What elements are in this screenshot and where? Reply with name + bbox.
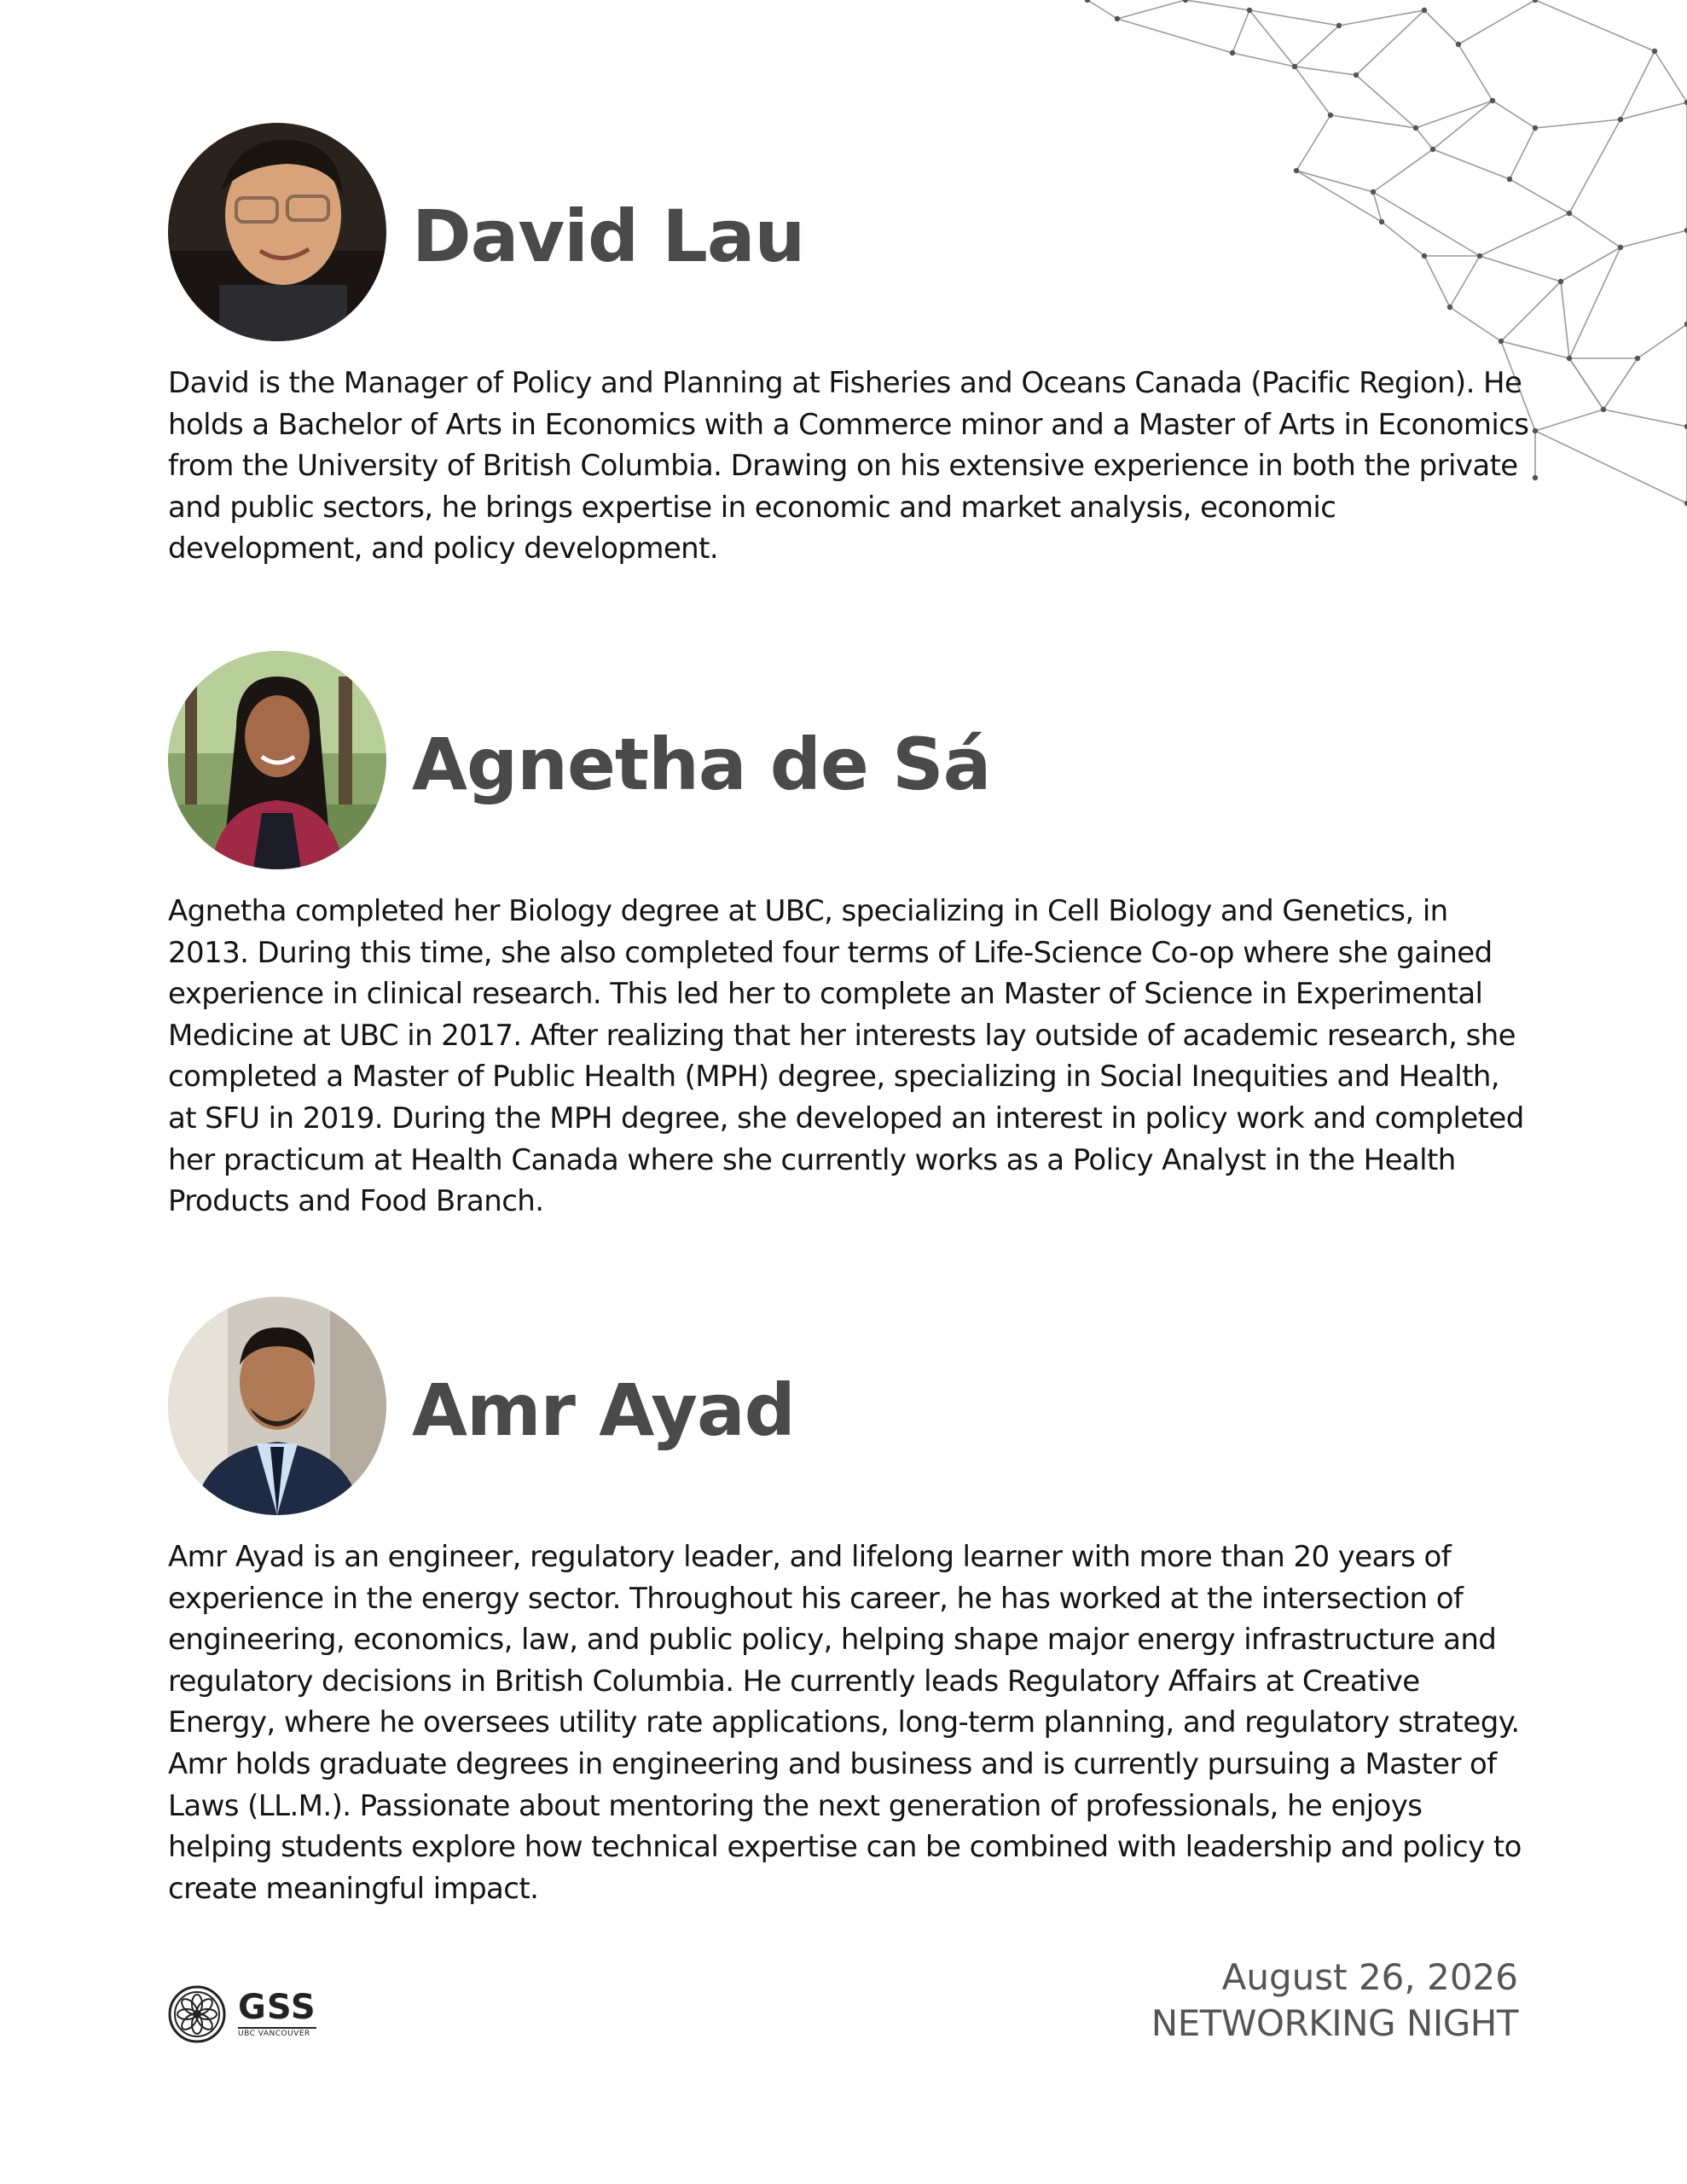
speaker-name: Agnetha de Sá xyxy=(412,723,991,806)
speaker-bio: Agnetha completed her Biology degree at UBC, specializing in Cell Biology and Genetics, in 2013. During this time, she also completed four terms of Life-Science Co-op where she gained experience in clinical research. This led her to complete an Master of Science in Experimental Medicine at UBC in 2017. After realizing that her interests lay outside of academic research, she completed a Master of Public Health (MPH) degree, specializing in Social Inequities and Health, at SFU in 2019. During the MPH degree, she developed an interest in policy work and completed her practicum at Health Canada where she currently works as a Policy Analyst in the Health Products and Food Branch. xyxy=(168,894,1524,1219)
logo-title: GSS xyxy=(238,1988,316,2027)
speaker-photo xyxy=(168,123,386,341)
speaker-name: David Lau xyxy=(412,195,805,278)
event-info xyxy=(1151,1954,1518,2046)
logo-subtitle: UBC VANCOUVER xyxy=(238,2030,310,2038)
speaker-header xyxy=(168,650,1533,870)
speaker-name: Amr Ayad xyxy=(412,1368,795,1452)
speaker-bio: Amr Ayad is an engineer, regulatory leader, and lifelong learner with more than 20 years of experience in the energy sector. Throughout his career, he has worked at the intersection of engineering, economics, law, and public policy, helping shape major energy infrastructure and regulatory decisions in British Columbia. He currently leads Regulatory Affairs at Creative Energy, where he oversees utility rate applications, long-term planning, and regulatory strategy. Amr holds graduate degrees in engineering and business and is currently pursuing a Master of Laws (LL.M.). Passionate about mentoring the next generation of professionals, he enjoys helping students explore how technical expertise can be combined with leadership and policy to create meaningful impact. xyxy=(168,1540,1522,1906)
gss-logo xyxy=(168,1985,316,2043)
event-date: August 26, 2026 xyxy=(1221,1956,1518,1998)
speaker-photo xyxy=(168,651,386,869)
event-title: NETWORKING NIGHT xyxy=(1151,2002,1518,2044)
speaker-bio: David is the Manager of Policy and Planning at Fisheries and Oceans Canada (Pacific Region). He holds a Bachelor of Arts in Economics with a Commerce minor and a Master of Arts in Economics from the University of British Columbia. Drawing on his extensive experience in both the private and public sectors, he brings expertise in economic and market analysis, economic development, and policy development. xyxy=(168,366,1529,566)
speaker-card xyxy=(168,1296,1533,1909)
speaker-header xyxy=(168,1296,1533,1516)
speaker-header xyxy=(168,122,1533,342)
speaker-card xyxy=(168,650,1533,1223)
logo-text xyxy=(238,1990,316,2038)
speaker-card xyxy=(168,122,1533,570)
speaker-photo xyxy=(168,1297,386,1515)
gss-logo-mark-icon xyxy=(168,1985,226,2043)
logo-divider xyxy=(238,2027,316,2029)
